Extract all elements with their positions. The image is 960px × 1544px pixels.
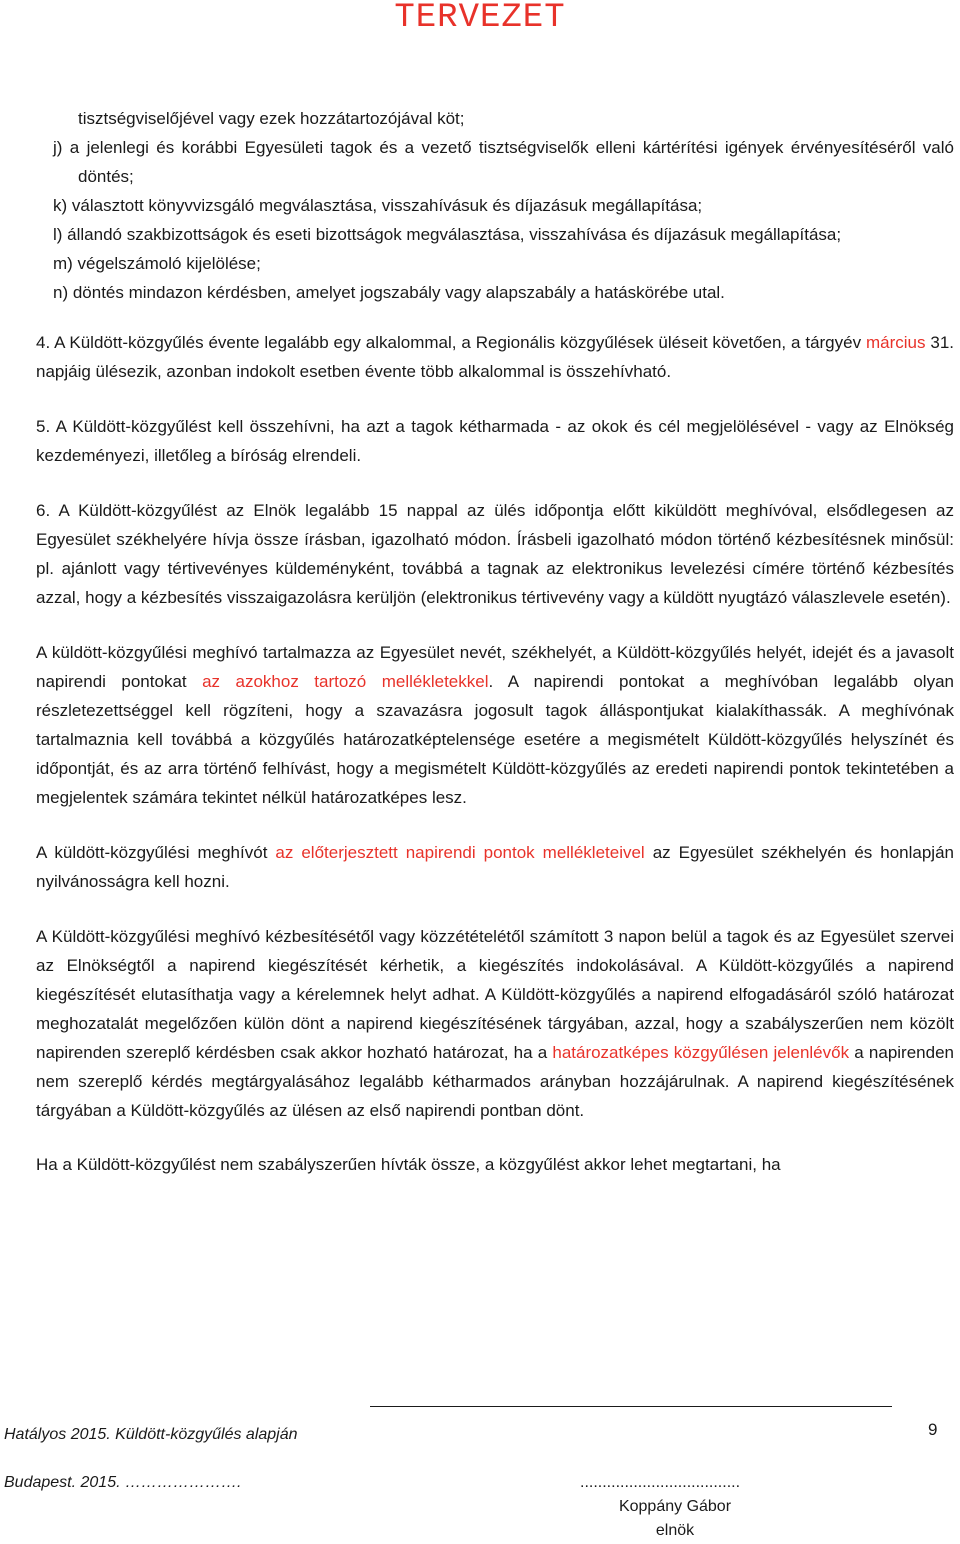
footer-effective-note: Hatályos 2015. Küldött-közgyűlés alapján [4, 1426, 298, 1443]
invite-content-text-b: . A napirendi pontokat a meghívóban legalább olyan részletezettséggel kell rögzíteni, hogy a szavazásra jogosult tagok álláspontjukat kialakíthassák. A meghívónak tartalmaznia kell továbbá a közgyűlés határozatképtelensége esetére a megismételt Küldött-közgyűlés helyszínét és időpontját, és az arra történő felhívást, hogy a megismételt Küldött-közgyűlés az eredeti napirendi pontok tekintetében a megjelentek számára tekintet nélkül határozatképes lesz. [36, 672, 954, 807]
agenda-supplement-text-a: A Küldött-közgyűlési meghívó kézbesítésétől vagy közzétételétől számított 3 napon belül a tagok és az Egyesület szervei az Elnökségtől a napirend kiegészítését kérhetik, a kiegészítés indokolásával. A Küldött-közgyűlés a napirend kiegészítését elutasíthatja vagy a kérelemnek helyt adhat. A Küldött-közgyűlés a napirend elfogadásáról szóló határozat meghozatalát megelőzően külön dönt a napirend kiegészítésének tárgyában, azzal, hogy a szabályszerűen nem közölt napirenden szereplő kérdésben csak akkor hozható határozat, ha a [36, 927, 954, 1062]
irregular-convening-paragraph: Ha a Küldött-közgyűlést nem szabályszerűen hívták össze, a közgyűlést akkor lehet megtartani, ha [36, 1155, 781, 1174]
section-4-highlight: március [865, 333, 926, 352]
invite-publish-paragraph [36, 838, 954, 896]
agenda-supplement-highlight: határozatképes közgyűlésen jelenlévők [552, 1043, 850, 1062]
section-5-paragraph: 5. A Küldött-közgyűlést kell összehívni, ha azt a tagok kétharmada - az okok és cél megjelölésével - vagy az Elnökség kezdeményezi, illetőleg a bíróság elrendeli. [36, 417, 954, 465]
agenda-supplement-paragraph [36, 922, 954, 1125]
signer-name: Koppány Gábor [618, 1498, 732, 1515]
signature-line: .................................... [580, 1474, 741, 1491]
section-4-text-a: 4. A Küldött-közgyűlés évente legalább egy alkalommal, a Regionális közgyűlések üléseit követően, a tárgyév [36, 333, 866, 352]
draft-watermark-label: TERVEZET [394, 0, 566, 37]
invite-content-highlight: az azokhoz tartozó mellékletekkel [202, 672, 489, 691]
section-6-paragraph: 6. A Küldött-közgyűlést az Elnök legalább 15 nappal az ülés időpontja előtt kiküldött meghívóval, elsődlegesen az Egyesület székhelyére hívja össze írásban, igazolható módon. Írásbeli igazolható módon történő kézbesítésnek minősül: pl. ajánlott vagy tértivevényes küldeményként, továbbá a tagnak az elektronikus levelezési címére történő kézbesítés azzal, hogy a kézbesítés visszaigazolásra kerüljön (elektronikus tértivevény vagy a küldött nyugtázó válaszlevele esetén). [36, 501, 954, 607]
signer-title: elnök [655, 1522, 695, 1539]
footer-divider [370, 1406, 892, 1407]
invite-publish-text-b: az Egyesület székhelyén és honlapján nyilvánosságra kell hozni. [36, 843, 954, 891]
list-item-i-continuation: tisztségviselőjével vagy ezek hozzátartozójával köt; [78, 109, 465, 128]
invite-publish-text-a: A küldött-közgyűlési meghívót [36, 843, 276, 862]
invite-publish-highlight: az előterjesztett napirendi pontok mellékleteivel [275, 843, 645, 862]
list-item-l: l) állandó szakbizottságok és eseti bizottságok megválasztása, visszahívása és díjazásuk megállapítása; [53, 225, 842, 244]
footer-place-date: Budapest. 2015. …………………. [4, 1474, 242, 1491]
document-body [36, 104, 954, 1205]
invite-content-text-a: A küldött-közgyűlési meghívó tartalmazza az Egyesület nevét, székhelyét, a Küldött-közgyűlés helyét, idejét és a javasolt napirendi pontokat [36, 643, 954, 691]
list-item-j: j) a jelenlegi és korábbi Egyesületi tagok és a vezető tisztségviselők elleni kártérítési igények érvényesítéséről való döntés; [53, 138, 954, 186]
list-item-m: m) végelszámoló kijelölése; [53, 254, 261, 273]
section-4-paragraph [36, 328, 954, 386]
list-item-k: k) választott könyvvizsgáló megválasztása, visszahívásuk és díjazásuk megállapítása; [53, 196, 703, 215]
page-number: 9 [928, 1420, 938, 1439]
invite-content-paragraph [36, 638, 954, 812]
section-4-text-b: 31. napjáig ülésezik, azonban indokolt esetben évente több alkalommal is összehívható. [36, 333, 954, 381]
agenda-supplement-text-b: a napirenden nem szereplő kérdés megtárgyalásához legalább kétharmados arányban hozzájárulnak. A napirend kiegészítésének tárgyában a Küldött-közgyűlés az ülésen az első napirendi pontban dönt. [36, 1043, 954, 1120]
list-item-n: n) döntés mindazon kérdésben, amelyet jogszabály vagy alapszabály a hatáskörébe utal. [53, 283, 725, 302]
